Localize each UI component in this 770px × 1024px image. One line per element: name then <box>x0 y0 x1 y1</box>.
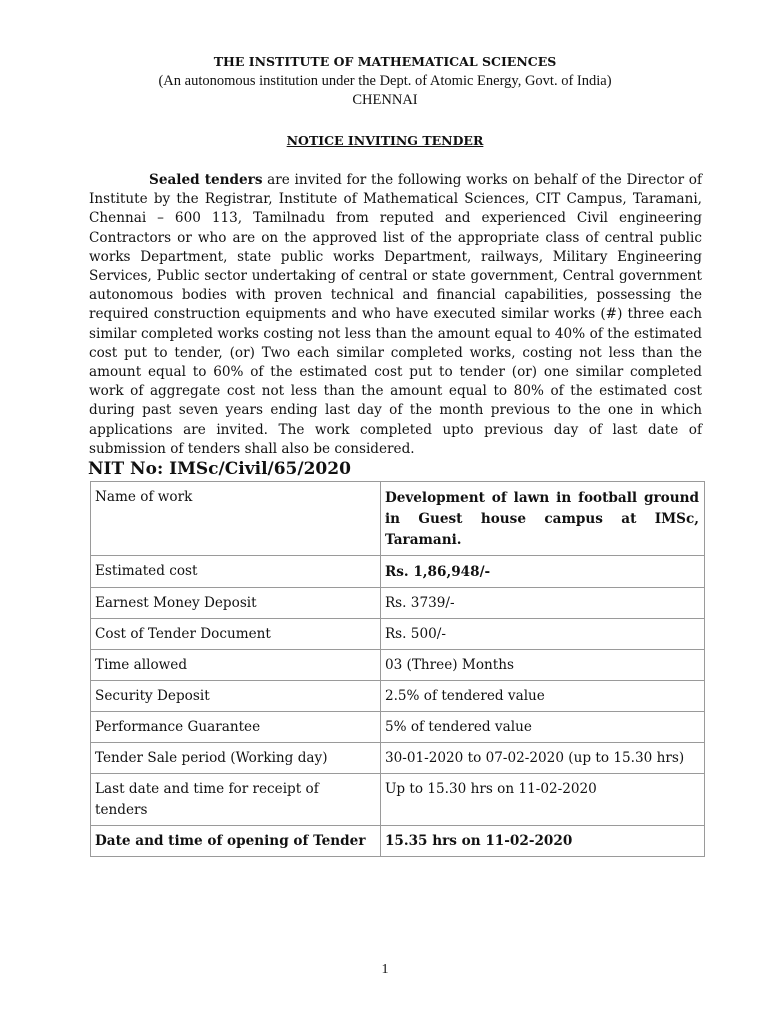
row-label: Tender Sale period (Working day) <box>91 743 381 774</box>
table-row <box>91 681 705 712</box>
institute-city: CHENNAI <box>352 92 418 108</box>
table-row <box>91 619 705 650</box>
row-label: Date and time of opening of Tender <box>91 826 381 857</box>
row-value: 15.35 hrs on 11-02-2020 <box>380 826 704 857</box>
row-label: Name of work <box>91 482 381 556</box>
row-label: Security Deposit <box>91 681 381 712</box>
row-value: 5% of tendered value <box>380 712 704 743</box>
row-value: Up to 15.30 hrs on 11-02-2020 <box>380 774 704 826</box>
row-value: 30-01-2020 to 07-02-2020 (up to 15.30 hrs) <box>380 743 704 774</box>
institute-name: THE INSTITUTE OF MATHEMATICAL SCIENCES <box>213 54 557 69</box>
row-label: Time allowed <box>91 650 381 681</box>
table-row <box>91 743 705 774</box>
table-row <box>91 712 705 743</box>
institute-subtitle: (An autonomous institution under the Dept. of Atomic Energy, Govt. of India) <box>158 73 612 89</box>
row-label: Performance Guarantee <box>91 712 381 743</box>
row-label: Cost of Tender Document <box>91 619 381 650</box>
row-label: Estimated cost <box>91 556 381 588</box>
table-row <box>91 482 705 556</box>
nit-number: NIT No: IMSc/Civil/65/2020 <box>88 459 351 479</box>
tender-details-table <box>90 481 705 857</box>
row-label: Last date and time for receipt of tenders <box>91 774 381 826</box>
table-row <box>91 588 705 619</box>
table-row <box>91 774 705 826</box>
row-value: Rs. 500/- <box>380 619 704 650</box>
notice-title: NOTICE INVITING TENDER <box>286 133 484 148</box>
row-label: Earnest Money Deposit <box>91 588 381 619</box>
row-value: 03 (Three) Months <box>380 650 704 681</box>
table-row <box>91 650 705 681</box>
row-value: Development of lawn in football ground in Guest house campus at IMSc, Taramani. <box>380 482 704 556</box>
row-value: 2.5% of tendered value <box>380 681 704 712</box>
table-row <box>91 556 705 588</box>
row-value: Rs. 1,86,948/- <box>380 556 704 588</box>
intro-paragraph <box>89 171 702 459</box>
page-number: 1 <box>381 962 389 977</box>
row-value: Rs. 3739/- <box>380 588 704 619</box>
table-row <box>91 826 705 857</box>
intro-lead: Sealed tenders <box>149 172 263 188</box>
intro-body: are invited for the following works on behalf of the Director of Institute by the Registrar, Institute of Mathematical Sciences, CIT Campus, Taramani, Chennai – 600 113, Tamilnadu from reputed and experienced Civil engineering Contractors or who are on the approved list of the appropriate class of central public works Department, state public works Department, railways, Military Engineering Services, Public sector undertaking of central or state government, Central government autonomous bodies with proven technical and financial capabilities, possessing the required construction equipments and who have executed similar works (#) three each similar completed works costing not less than the amount equal to 40% of the estimated cost put to tender, (or) Two each similar completed works, costing not less than the amount equal to 60% of the estimated cost put to tender (or) one similar completed work of aggregate cost not less than the amount equal to 80% of the estimated cost during past seven years ending last day of the month previous to the one in which applications are invited. The work completed upto previous day of last date of submission of tenders shall also be considered. <box>89 172 703 457</box>
